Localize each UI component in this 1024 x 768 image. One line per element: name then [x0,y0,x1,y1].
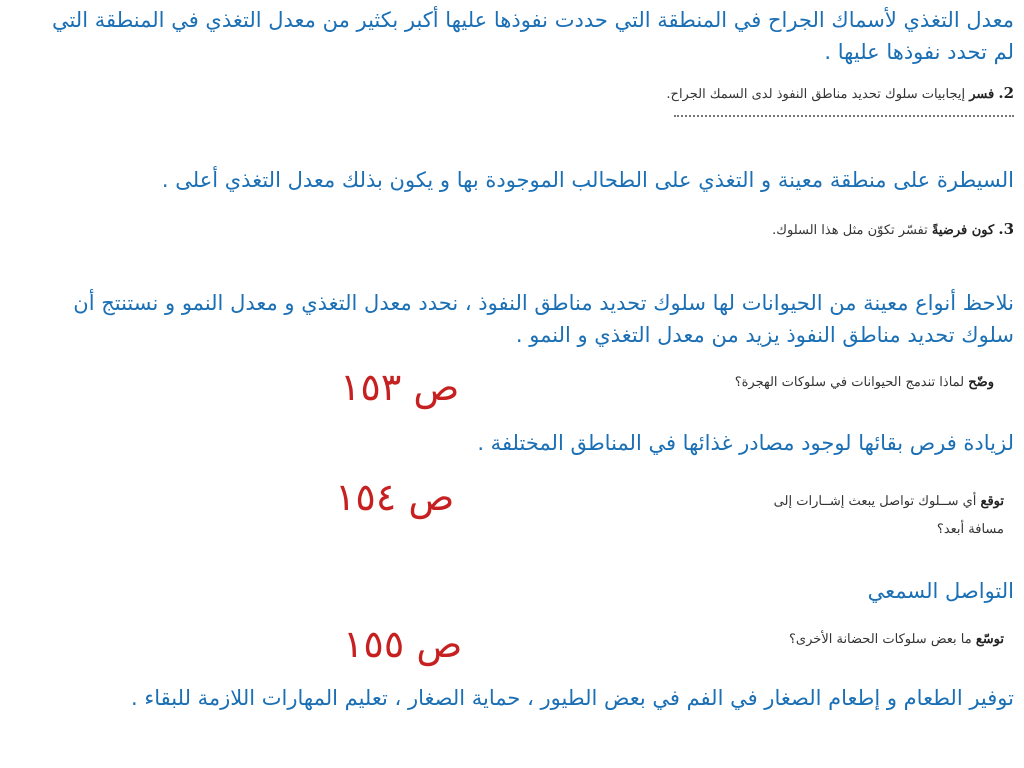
answer-3 [73,287,1014,351]
question-2 [666,84,1014,102]
question-6-text: ما بعض سلوكات الحضانة الأخرى؟ [789,632,972,647]
answer-1 [52,4,1014,68]
answer-1-line-2: لم تحدد نفوذها عليها . [824,40,1014,64]
question-2-text: إيجابيات سلوك تحديد مناطق النفوذ لدى السمك الجراح. [666,87,966,102]
cut-off-text-line [674,113,1014,118]
question-5-line-1: أي ســلوك تواصل يبعث إشــارات إلى [773,494,977,509]
question-3 [772,220,1014,238]
page-ref-154: ص ١٥٤ [335,475,455,519]
question-5-keyword: توقع [980,494,1004,509]
answer-5 [868,575,1014,607]
question-6-keyword: توسّع [975,632,1004,647]
question-4-text: لماذا تندمج الحيوانات في سلوكات الهجرة؟ [734,375,965,390]
answer-1-line-1: معدل التغذي لأسماك الجراح في المنطقة التي حددت نفوذها عليها أكبر بكثير من معدل التغذي في المنطقة التي [51,8,1014,32]
question-4 [735,375,994,390]
answer-3-line-2: سلوك تحديد مناطق النفوذ يزيد من معدل التغذي و النمو . [515,323,1014,347]
answer-6-text: توفير الطعام و إطعام الصغار في الفم في بعض الطيور ، حماية الصغار ، تعليم المهارات اللازمة للبقاء . [131,686,1014,710]
question-3-text: تفسّر تكوّن مثل هذا السلوك. [772,223,928,238]
answer-2-text: السيطرة على منطقة معينة و التغذي على الطحالب الموجودة بها و يكون بذلك معدل التغذي أعلى . [161,168,1014,192]
answer-2 [162,164,1014,196]
question-3-keyword: كون فرضيةً [931,223,995,238]
question-5-line-2: مسافة أبعد؟ [936,522,1004,537]
answer-4 [477,427,1014,459]
question-2-keyword: فسر [969,87,995,102]
answer-6 [131,682,1014,714]
answer-3-line-1: نلاحظ أنواع معينة من الحيوانات لها سلوك تحديد مناطق النفوذ ، نحدد معدل التغذي و معدل النمو و نستنتج أن [73,291,1014,315]
question-3-number: 3. [998,220,1014,238]
question-2-number: 2. [998,84,1014,102]
question-6 [789,632,1004,647]
answer-4-text: لزيادة فرص بقائها لوجود مصادر غذائها في المناطق المختلفة . [477,431,1014,455]
question-5 [774,488,1004,544]
answer-5-text: التواصل السمعي [867,579,1014,603]
page-ref-155: ص ١٥٥ [343,622,463,666]
question-4-keyword: وضّح [968,375,994,390]
page-ref-153: ص ١٥٣ [340,365,460,409]
